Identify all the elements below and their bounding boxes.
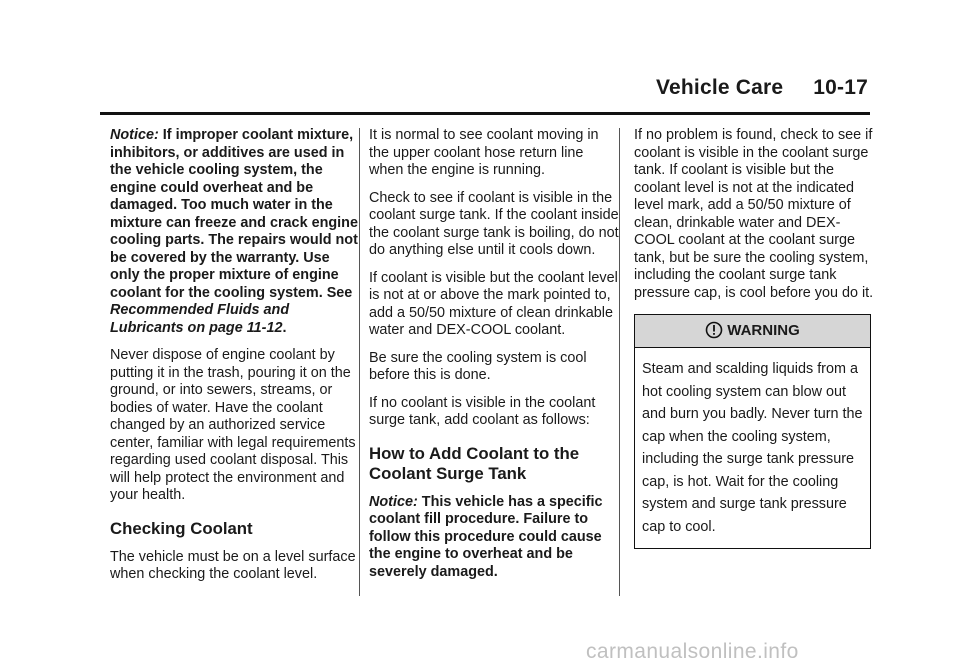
notice-end: .	[282, 319, 287, 336]
notice-label: Notice:	[369, 493, 418, 510]
notice-paragraph	[110, 127, 360, 337]
body-paragraph: Be sure the cooling system is cool before this is done.	[369, 349, 587, 383]
warning-title: WARNING	[727, 322, 800, 339]
body-paragraph: The vehicle must be on a level surface when checking the coolant level.	[110, 548, 356, 582]
column-3	[634, 127, 874, 549]
section-heading: Checking Coolant	[110, 518, 253, 538]
notice-paragraph	[369, 494, 619, 582]
warning-header	[635, 315, 870, 348]
page-number: 10-17	[813, 76, 868, 99]
body-paragraph: It is normal to see coolant moving in the upper coolant hose return line when the engine is running.	[369, 127, 599, 178]
watermark: carmanualsonline.info	[586, 640, 799, 663]
page-header	[656, 76, 868, 100]
column-divider	[619, 128, 620, 596]
body-paragraph: If no coolant is visible in the coolant surge tank, add coolant as follows:	[369, 394, 596, 428]
column-1	[110, 127, 360, 594]
notice-reference: Recommended Fluids and Lubricants on page 11-12	[110, 302, 290, 336]
section-heading: How to Add Coolant to the Coolant Surge Tank	[369, 443, 580, 483]
header-rule	[100, 112, 870, 115]
warning-text: Steam and scalding liquids from a hot cooling system can blow out and burn you badly. Never turn the cap when the cooling system, including the surge tank pressure cap, is hot. Wait for the cooling system and surge tank pressure cap to cool.	[642, 361, 863, 535]
body-paragraph: Never dispose of engine coolant by putting it in the trash, pouring it on the ground, or into sewers, streams, or bodies of water. Have the coolant changed by an authorized service center, familiar with legal requirements regarding used coolant disposal. This will help protect the environment and your health.	[110, 347, 356, 503]
column-2	[369, 127, 619, 591]
notice-text: If improper coolant mixture, inhibitors, or additives are used in the vehicle cooling system, the engine could overheat and be damaged. Too much water in the mixture can freeze and crack engine cooling parts. The repairs would not be covered by the warranty. Use only the proper mixture of engine coolant for the cooling system. See	[110, 127, 358, 301]
notice-label: Notice:	[110, 127, 159, 143]
notice-text: This vehicle has a specific coolant fill procedure. Failure to follow this procedure could cause the engine to overheat and be severely damaged.	[369, 493, 603, 580]
warning-icon	[705, 322, 727, 339]
body-paragraph: If coolant is visible but the coolant level is not at or above the mark pointed to, add a 50/50 mixture of clean drinkable water and DEX-COOL coolant.	[369, 269, 618, 338]
warning-box	[634, 314, 871, 549]
section-title: Vehicle Care	[655, 76, 784, 99]
body-paragraph: If no problem is found, check to see if coolant is visible in the coolant surge tank. If coolant is visible but the coolant level is not at the indicated level mark, add a 50/50 mixture of clean, drinkable water and DEX-COOL coolant at the coolant surge tank, but be sure the cooling system, including the coolant surge tank pressure cap, is cool before you do it.	[634, 127, 874, 301]
body-paragraph: Check to see if coolant is visible in the coolant surge tank. If the coolant inside the coolant surge tank is boiling, do not do anything else until it cools down.	[369, 189, 619, 258]
